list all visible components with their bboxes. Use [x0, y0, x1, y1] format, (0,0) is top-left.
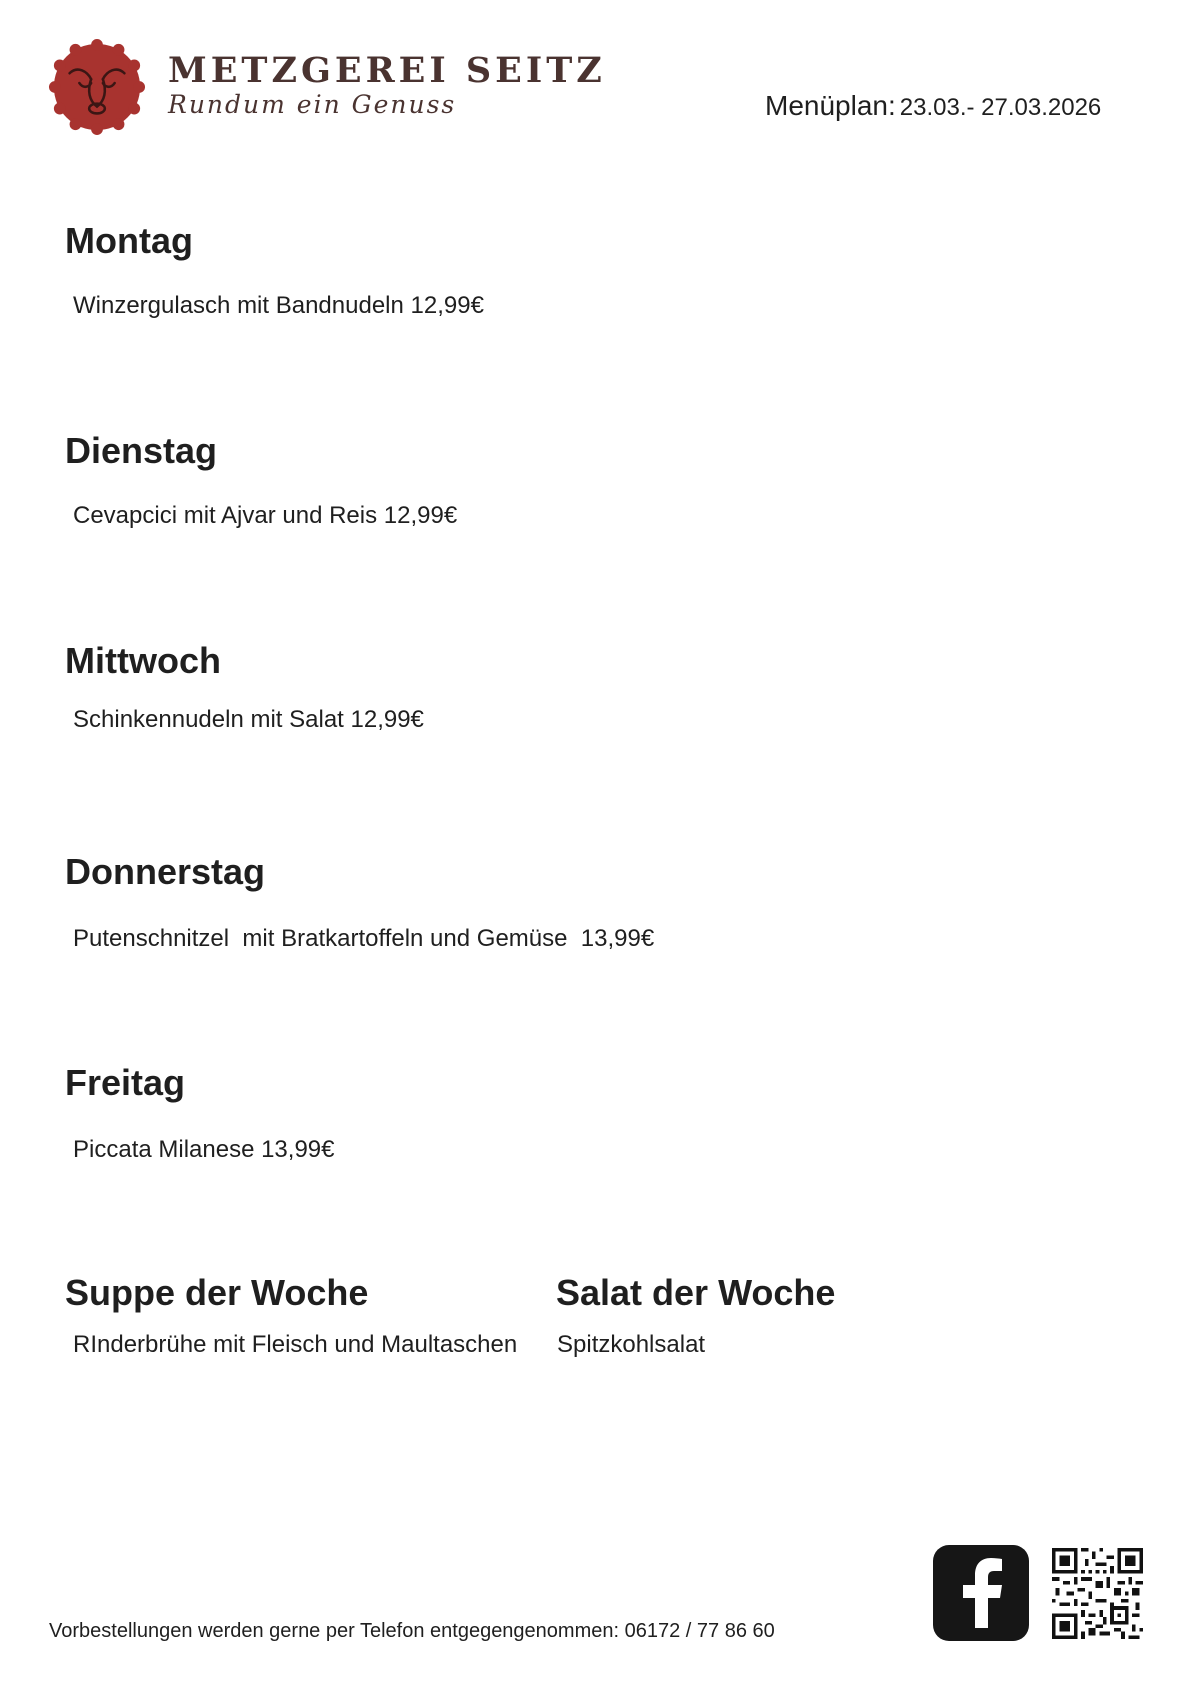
menu-label: Menüplan: [765, 90, 896, 121]
brand-name: METZGEREI SEITZ [168, 50, 606, 91]
day-section-mittwoch [65, 640, 424, 733]
day-section-freitag [65, 1062, 335, 1163]
qr-code-icon[interactable] [1052, 1548, 1143, 1639]
day-section-montag [65, 220, 484, 319]
day-section-donnerstag [65, 851, 655, 952]
day-title: Freitag [65, 1062, 186, 1103]
day-title: Dienstag [65, 430, 218, 471]
day-dish: Schinkennudeln mit Salat 12,99€ [73, 706, 424, 733]
facebook-f-icon [958, 1558, 1004, 1628]
soup-of-week-title: Suppe der Woche [65, 1272, 369, 1313]
menu-dates: 23.03.- 27.03.2026 [899, 94, 1102, 121]
salad-of-week-dish: Spitzkohlsalat [557, 1331, 706, 1358]
day-dish: Piccata Milanese 13,99€ [73, 1136, 335, 1163]
day-title: Mittwoch [65, 640, 221, 681]
menu-header [765, 90, 1101, 122]
brand-tagline: Rundum ein Genuss [168, 90, 457, 119]
day-title: Montag [65, 220, 193, 261]
soup-of-week-dish: RInderbrühe mit Fleisch und Maultaschen [73, 1331, 518, 1358]
salad-of-week-title: Salat der Woche [556, 1272, 836, 1313]
logo-seal-icon [48, 38, 146, 136]
day-title: Donnerstag [65, 851, 266, 892]
footer-preorder-note: Vorbestellungen werden gerne per Telefon entgegengenommen: 06172 / 77 86 60 [49, 1620, 775, 1642]
day-dish: Cevapcici mit Ajvar und Reis 12,99€ [73, 502, 458, 529]
day-dish: Winzergulasch mit Bandnudeln 12,99€ [73, 292, 484, 319]
day-section-dienstag [65, 430, 458, 529]
facebook-icon[interactable] [933, 1545, 1029, 1641]
day-dish: Putenschnitzel mit Bratkartoffeln und Gemüse 13,99€ [73, 925, 655, 952]
